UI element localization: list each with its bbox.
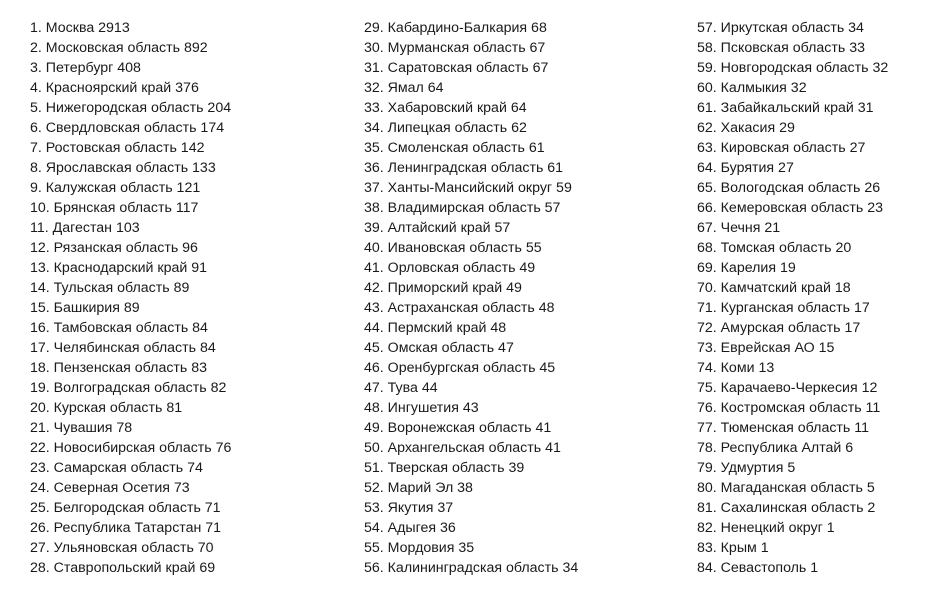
list-item: 13. Краснодарский край 91: [30, 260, 208, 276]
list-item: 12. Рязанская область 96: [30, 240, 198, 256]
list-item: 55. Мордовия 35: [364, 540, 475, 556]
list-item: 59. Новгородская область 32: [697, 60, 889, 76]
list-item: 10. Брянская область 117: [30, 200, 199, 216]
list-item: 60. Калмыкия 32: [697, 80, 807, 96]
list-item: 74. Коми 13: [697, 360, 775, 376]
list-item: 77. Тюменская область 11: [697, 420, 869, 436]
list-column-2: [364, 18, 684, 578]
list-item: 68. Томская область 20: [697, 240, 852, 256]
list-item: 54. Адыгея 36: [364, 520, 456, 536]
list-item: 26. Республика Татарстан 71: [30, 520, 222, 536]
list-item: 29. Кабардино-Балкария 68: [364, 20, 547, 36]
list-item: 49. Воронежская область 41: [364, 420, 552, 436]
list-item: 38. Владимирская область 57: [364, 200, 561, 216]
list-item: 18. Пензенская область 83: [30, 360, 208, 376]
list-item: 45. Омская область 47: [364, 340, 514, 356]
list-item: 67. Чечня 21: [697, 220, 781, 236]
list-item: 23. Самарская область 74: [30, 460, 203, 476]
list-item: 39. Алтайский край 57: [364, 220, 511, 236]
list-item: 79. Удмуртия 5: [697, 460, 796, 476]
list-item: 17. Челябинская область 84: [30, 340, 216, 356]
list-item: 58. Псковская область 33: [697, 40, 865, 56]
list-item: 14. Тульская область 89: [30, 280, 190, 296]
list-item: 56. Калининградская область 34: [364, 560, 579, 576]
list-item: 25. Белгородская область 71: [30, 500, 221, 516]
list-item: 36. Ленинградская область 61: [364, 160, 564, 176]
list-item: 65. Вологодская область 26: [697, 180, 881, 196]
list-item: 81. Сахалинская область 2: [697, 500, 876, 516]
list-item: 24. Северная Осетия 73: [30, 480, 190, 496]
list-item: 19. Волгоградская область 82: [30, 380, 227, 396]
list-item: 3. Петербург 408: [30, 60, 141, 76]
list-item: 22. Новосибирская область 76: [30, 440, 232, 456]
list-item: 47. Тува 44: [364, 380, 438, 396]
list-item: 34. Липецкая область 62: [364, 120, 527, 136]
list-item: 37. Ханты-Мансийский округ 59: [364, 180, 572, 196]
list-item: 20. Курская область 81: [30, 400, 183, 416]
list-item: 69. Карелия 19: [697, 260, 796, 276]
list-item: 16. Тамбовская область 84: [30, 320, 208, 336]
list-item: 71. Курганская область 17: [697, 300, 870, 316]
list-column-1: [30, 18, 350, 578]
list-item: 50. Архангельская область 41: [364, 440, 561, 456]
list-item: 27. Ульяновская область 70: [30, 540, 214, 556]
list-item: 2. Московская область 892: [30, 40, 208, 56]
list-item: 75. Карачаево-Черкесия 12: [697, 380, 878, 396]
list-item: 40. Ивановская область 55: [364, 240, 542, 256]
list-item: 15. Башкирия 89: [30, 300, 140, 316]
list-item: 21. Чувашия 78: [30, 420, 133, 436]
list-item: 63. Кировская область 27: [697, 140, 866, 156]
list-column-3: [697, 18, 922, 578]
list-item: 35. Смоленская область 61: [364, 140, 545, 156]
list-item: 9. Калужская область 121: [30, 180, 201, 196]
list-item: 1. Москва 2913: [30, 20, 130, 36]
list-item: 73. Еврейская АО 15: [697, 340, 835, 356]
list-item: 31. Саратовская область 67: [364, 60, 549, 76]
list-item: 30. Мурманская область 67: [364, 40, 546, 56]
list-item: 41. Орловская область 49: [364, 260, 536, 276]
list-item: 4. Красноярский край 376: [30, 80, 199, 96]
list-item: 70. Камчатский край 18: [697, 280, 851, 296]
list-item: 28. Ставропольский край 69: [30, 560, 216, 576]
list-item: 80. Магаданская область 5: [697, 480, 875, 496]
list-item: 61. Забайкальский край 31: [697, 100, 874, 116]
list-item: 8. Ярославская область 133: [30, 160, 216, 176]
list-item: 78. Республика Алтай 6: [697, 440, 854, 456]
list-item: 64. Бурятия 27: [697, 160, 794, 176]
list-item: 6. Свердловская область 174: [30, 120, 225, 136]
list-item: 51. Тверская область 39: [364, 460, 525, 476]
list-item: 72. Амурская область 17: [697, 320, 861, 336]
list-item: 11. Дагестан 103: [30, 220, 140, 236]
list-item: 7. Ростовская область 142: [30, 140, 205, 156]
list-item: 53. Якутия 37: [364, 500, 454, 516]
list-item: 83. Крым 1: [697, 540, 769, 556]
list-item: 76. Костромская область 11: [697, 400, 881, 416]
list-item: 82. Ненецкий округ 1: [697, 520, 835, 536]
list-item: 66. Кемеровская область 23: [697, 200, 884, 216]
list-item: 84. Севастополь 1: [697, 560, 819, 576]
list-item: 5. Нижегородская область 204: [30, 100, 232, 116]
list-item: 43. Астраханская область 48: [364, 300, 555, 316]
list-item: 42. Приморский край 49: [364, 280, 522, 296]
list-item: 62. Хакасия 29: [697, 120, 795, 136]
list-item: 46. Оренбургская область 45: [364, 360, 556, 376]
list-item: 48. Ингушетия 43: [364, 400, 479, 416]
list-item: 52. Марий Эл 38: [364, 480, 473, 496]
list-item: 44. Пермский край 48: [364, 320, 507, 336]
list-item: 57. Иркутская область 34: [697, 20, 864, 36]
list-item: 33. Хабаровский край 64: [364, 100, 527, 116]
list-item: 32. Ямал 64: [364, 80, 444, 96]
